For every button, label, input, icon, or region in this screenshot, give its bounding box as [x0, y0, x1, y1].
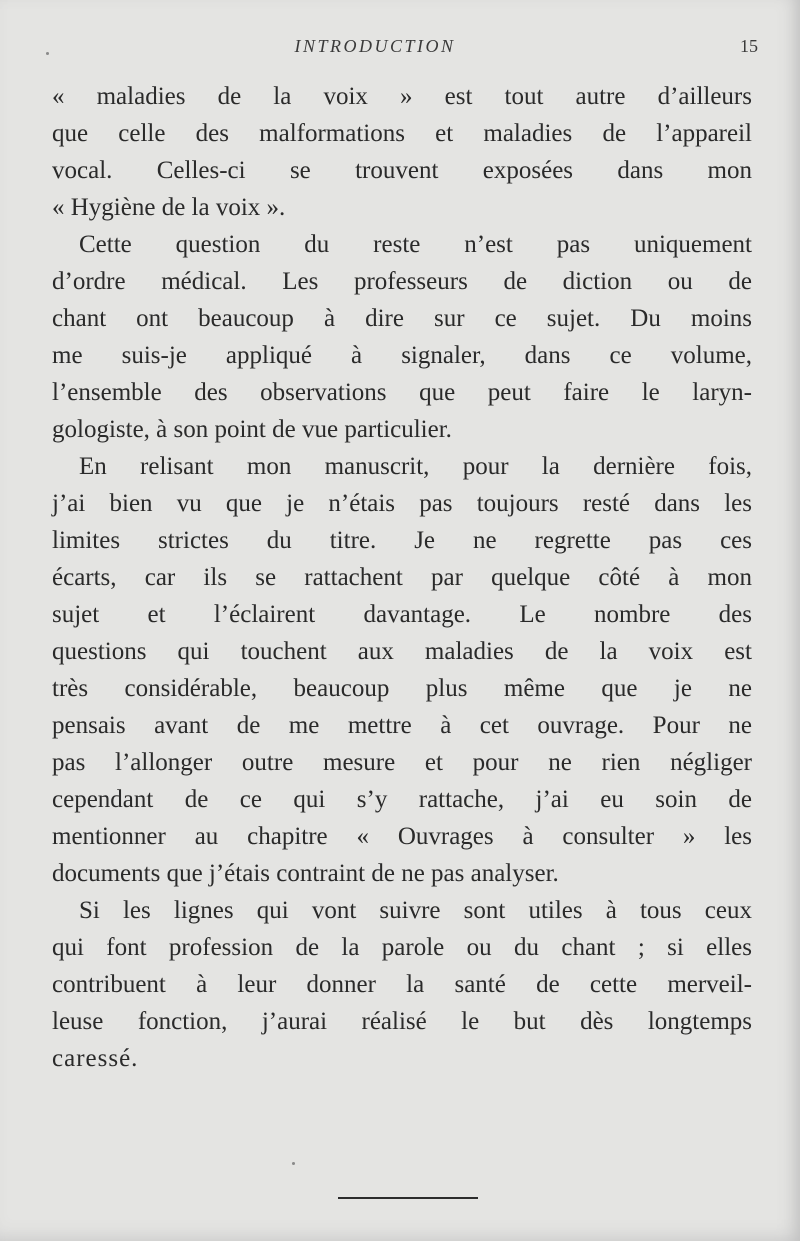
paragraph-first-line: Cette question du reste n’est pas uniquement: [79, 231, 752, 258]
text-line: sujet et l’éclairent davantage. Le nombre des: [52, 601, 752, 628]
text-line: contribuent à leur donner la santé de cette merveil-: [52, 971, 752, 998]
paper-speck: [292, 1162, 295, 1165]
text-line: gologiste, à son point de vue particulier.: [52, 416, 452, 443]
text-line: écarts, car ils se rattachent par quelque côté à mon: [52, 564, 752, 591]
text-line: « maladies de la voix » est tout autre d’ailleurs: [52, 83, 752, 110]
text-line: vocal. Celles-ci se trouvent exposées dans mon: [52, 157, 752, 184]
text-line: caressé.: [52, 1045, 139, 1072]
text-line: « Hygiène de la voix ».: [52, 194, 286, 221]
end-rule: [338, 1197, 478, 1199]
text-line: d’ordre médical. Les professeurs de diction ou de: [52, 268, 752, 295]
text-line: mentionner au chapitre « Ouvrages à consulter » les: [52, 823, 752, 850]
text-line: documents que j’étais contraint de ne pas analyser.: [52, 860, 559, 887]
text-line: que celle des malformations et maladies de l’appareil: [52, 120, 752, 147]
text-line: questions qui touchent aux maladies de la voix est: [52, 638, 752, 665]
text-line: très considérable, beaucoup plus même que je ne: [52, 675, 752, 702]
text-line: cependant de ce qui s’y rattache, j’ai eu soin de: [52, 786, 752, 813]
text-line: l’ensemble des observations que peut faire le laryn-: [52, 379, 752, 406]
text-line: limites strictes du titre. Je ne regrette pas ces: [52, 527, 752, 554]
page-number: 15: [740, 36, 758, 56]
text-line: me suis-je appliqué à signaler, dans ce volume,: [52, 342, 752, 369]
running-title: INTRODUCTION: [294, 36, 456, 56]
text-line: pas l’allonger outre mesure et pour ne rien négliger: [52, 749, 752, 776]
text-line: leuse fonction, j’aurai réalisé le but dès longtemps: [52, 1008, 752, 1035]
text-line: chant ont beaucoup à dire sur ce sujet. Du moins: [52, 305, 752, 332]
paragraph-first-line: Si les lignes qui vont suivre sont utiles à tous ceux: [79, 897, 752, 924]
paragraph-first-line: En relisant mon manuscrit, pour la dernière fois,: [79, 453, 752, 480]
text-line: j’ai bien vu que je n’étais pas toujours resté dans les: [52, 490, 752, 517]
running-header: [0, 36, 800, 66]
text-line: pensais avant de me mettre à cet ouvrage. Pour ne: [52, 712, 752, 739]
text-line: qui font profession de la parole ou du chant ; si elles: [52, 934, 752, 961]
body-text: [52, 78, 752, 1077]
paper-speck: [46, 52, 49, 55]
